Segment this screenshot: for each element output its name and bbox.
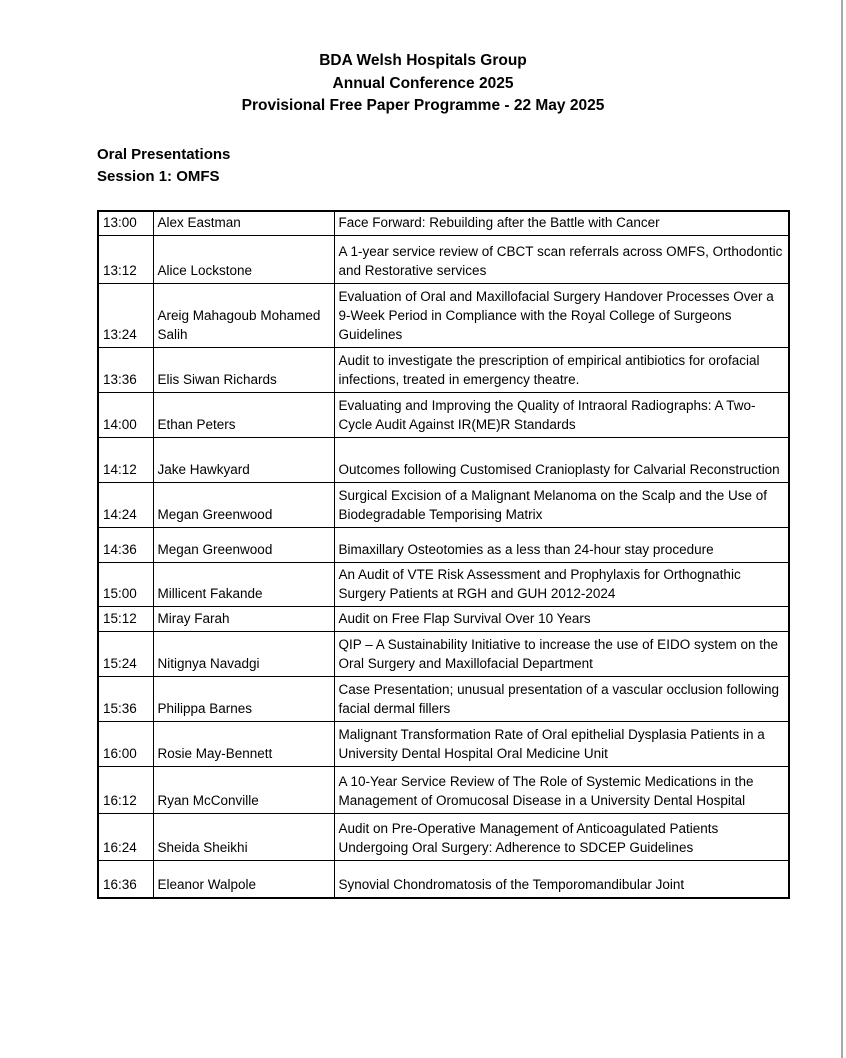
presenter-cell: Ethan Peters	[153, 392, 334, 437]
time-cell: 14:36	[98, 527, 153, 562]
conference-name-title: Annual Conference 2025	[332, 74, 514, 92]
time-cell: 15:36	[98, 676, 153, 721]
title-cell: Bimaxillary Osteotomies as a less than 24-hour stay procedure	[334, 527, 789, 562]
title-cell: Evaluation of Oral and Maxillofacial Surgery Handover Processes Over a 9-Week Period in Compliance with the Royal College of Surgeons Guidelines	[334, 283, 789, 347]
title-cell: Audit on Pre-Operative Management of Anticoagulated Patients Undergoing Oral Surgery: Adherence to SDCEP Guidelines	[334, 813, 789, 860]
time-cell: 14:12	[98, 437, 153, 482]
table-row	[98, 676, 789, 721]
programme-subtitle: Provisional Free Paper Programme - 22 May 2025	[241, 97, 605, 115]
programme-table	[97, 210, 790, 900]
title-cell: Malignant Transformation Rate of Oral epithelial Dysplasia Patients in a University Dental Hospital Oral Medicine Unit	[334, 721, 789, 766]
presenter-cell: Philippa Barnes	[153, 676, 334, 721]
time-cell: 16:24	[98, 813, 153, 860]
table-row	[98, 721, 789, 766]
title-cell: QIP – A Sustainability Initiative to increase the use of EIDO system on the Oral Surgery and Maxillofacial Department	[334, 631, 789, 676]
time-cell: 15:00	[98, 562, 153, 606]
title-cell: Face Forward: Rebuilding after the Battle with Cancer	[334, 211, 789, 236]
presenter-cell: Eleanor Walpole	[153, 860, 334, 898]
table-row	[98, 347, 789, 392]
time-cell: 13:24	[98, 283, 153, 347]
table-row	[98, 437, 789, 482]
presenter-cell: Alex Eastman	[153, 211, 334, 236]
section-heading-line2: Session 1: OMFS	[97, 167, 220, 185]
presenter-cell: Megan Greenwood	[153, 527, 334, 562]
presenter-cell: Jake Hawkyard	[153, 437, 334, 482]
presenter-cell: Nitignya Navadgi	[153, 631, 334, 676]
title-cell: Surgical Excision of a Malignant Melanoma on the Scalp and the Use of Biodegradable Temporising Matrix	[334, 482, 789, 527]
title-cell: Case Presentation; unusual presentation of a vascular occlusion following facial dermal fillers	[334, 676, 789, 721]
presenter-cell: Alice Lockstone	[153, 235, 334, 283]
title-cell: Synovial Chondromatosis of the Temporomandibular Joint	[334, 860, 789, 898]
time-cell: 15:12	[98, 606, 153, 631]
time-cell: 13:36	[98, 347, 153, 392]
table-row	[98, 283, 789, 347]
table-row	[98, 482, 789, 527]
time-cell: 13:12	[98, 235, 153, 283]
presenter-cell: Areig Mahagoub Mohamed Salih	[153, 283, 334, 347]
table-row	[98, 860, 789, 898]
presenter-cell: Ryan McConville	[153, 766, 334, 813]
presenter-cell: Miray Farah	[153, 606, 334, 631]
page-edge-line	[841, 0, 843, 1058]
table-row	[98, 392, 789, 437]
presenter-cell: Millicent Fakande	[153, 562, 334, 606]
document-header	[0, 0, 846, 118]
time-cell: 15:24	[98, 631, 153, 676]
time-cell: 16:00	[98, 721, 153, 766]
table-row	[98, 606, 789, 631]
title-cell: Outcomes following Customised Cranioplasty for Calvarial Reconstruction	[334, 437, 789, 482]
table-row	[98, 766, 789, 813]
title-cell: An Audit of VTE Risk Assessment and Prophylaxis for Orthognathic Surgery Patients at RGH and GUH 2012-2024	[334, 562, 789, 606]
presenter-cell: Sheida Sheikhi	[153, 813, 334, 860]
table-row	[98, 527, 789, 562]
title-cell: A 10-Year Service Review of The Role of Systemic Medications in the Management of Oromucosal Disease in a University Dental Hospital	[334, 766, 789, 813]
presenter-cell: Rosie May-Bennett	[153, 721, 334, 766]
title-cell: Audit on Free Flap Survival Over 10 Years	[334, 606, 789, 631]
title-cell: Audit to investigate the prescription of empirical antibiotics for orofacial infections, treated in emergency theatre.	[334, 347, 789, 392]
time-cell: 14:00	[98, 392, 153, 437]
section-heading-line1: Oral Presentations	[97, 145, 231, 163]
programme-table-body	[98, 211, 789, 899]
table-row	[98, 813, 789, 860]
table-row	[98, 562, 789, 606]
table-row	[98, 631, 789, 676]
table-row	[98, 235, 789, 283]
section-heading	[97, 144, 846, 188]
table-row	[98, 211, 789, 236]
title-cell: A 1-year service review of CBCT scan referrals across OMFS, Orthodontic and Restorative services	[334, 235, 789, 283]
title-cell: Evaluating and Improving the Quality of Intraoral Radiographs: A Two-Cycle Audit Against IR(ME)R Standards	[334, 392, 789, 437]
presenter-cell: Elis Siwan Richards	[153, 347, 334, 392]
time-cell: 16:36	[98, 860, 153, 898]
time-cell: 13:00	[98, 211, 153, 236]
presenter-cell: Megan Greenwood	[153, 482, 334, 527]
time-cell: 16:12	[98, 766, 153, 813]
time-cell: 14:24	[98, 482, 153, 527]
conference-org-title: BDA Welsh Hospitals Group	[319, 52, 527, 69]
